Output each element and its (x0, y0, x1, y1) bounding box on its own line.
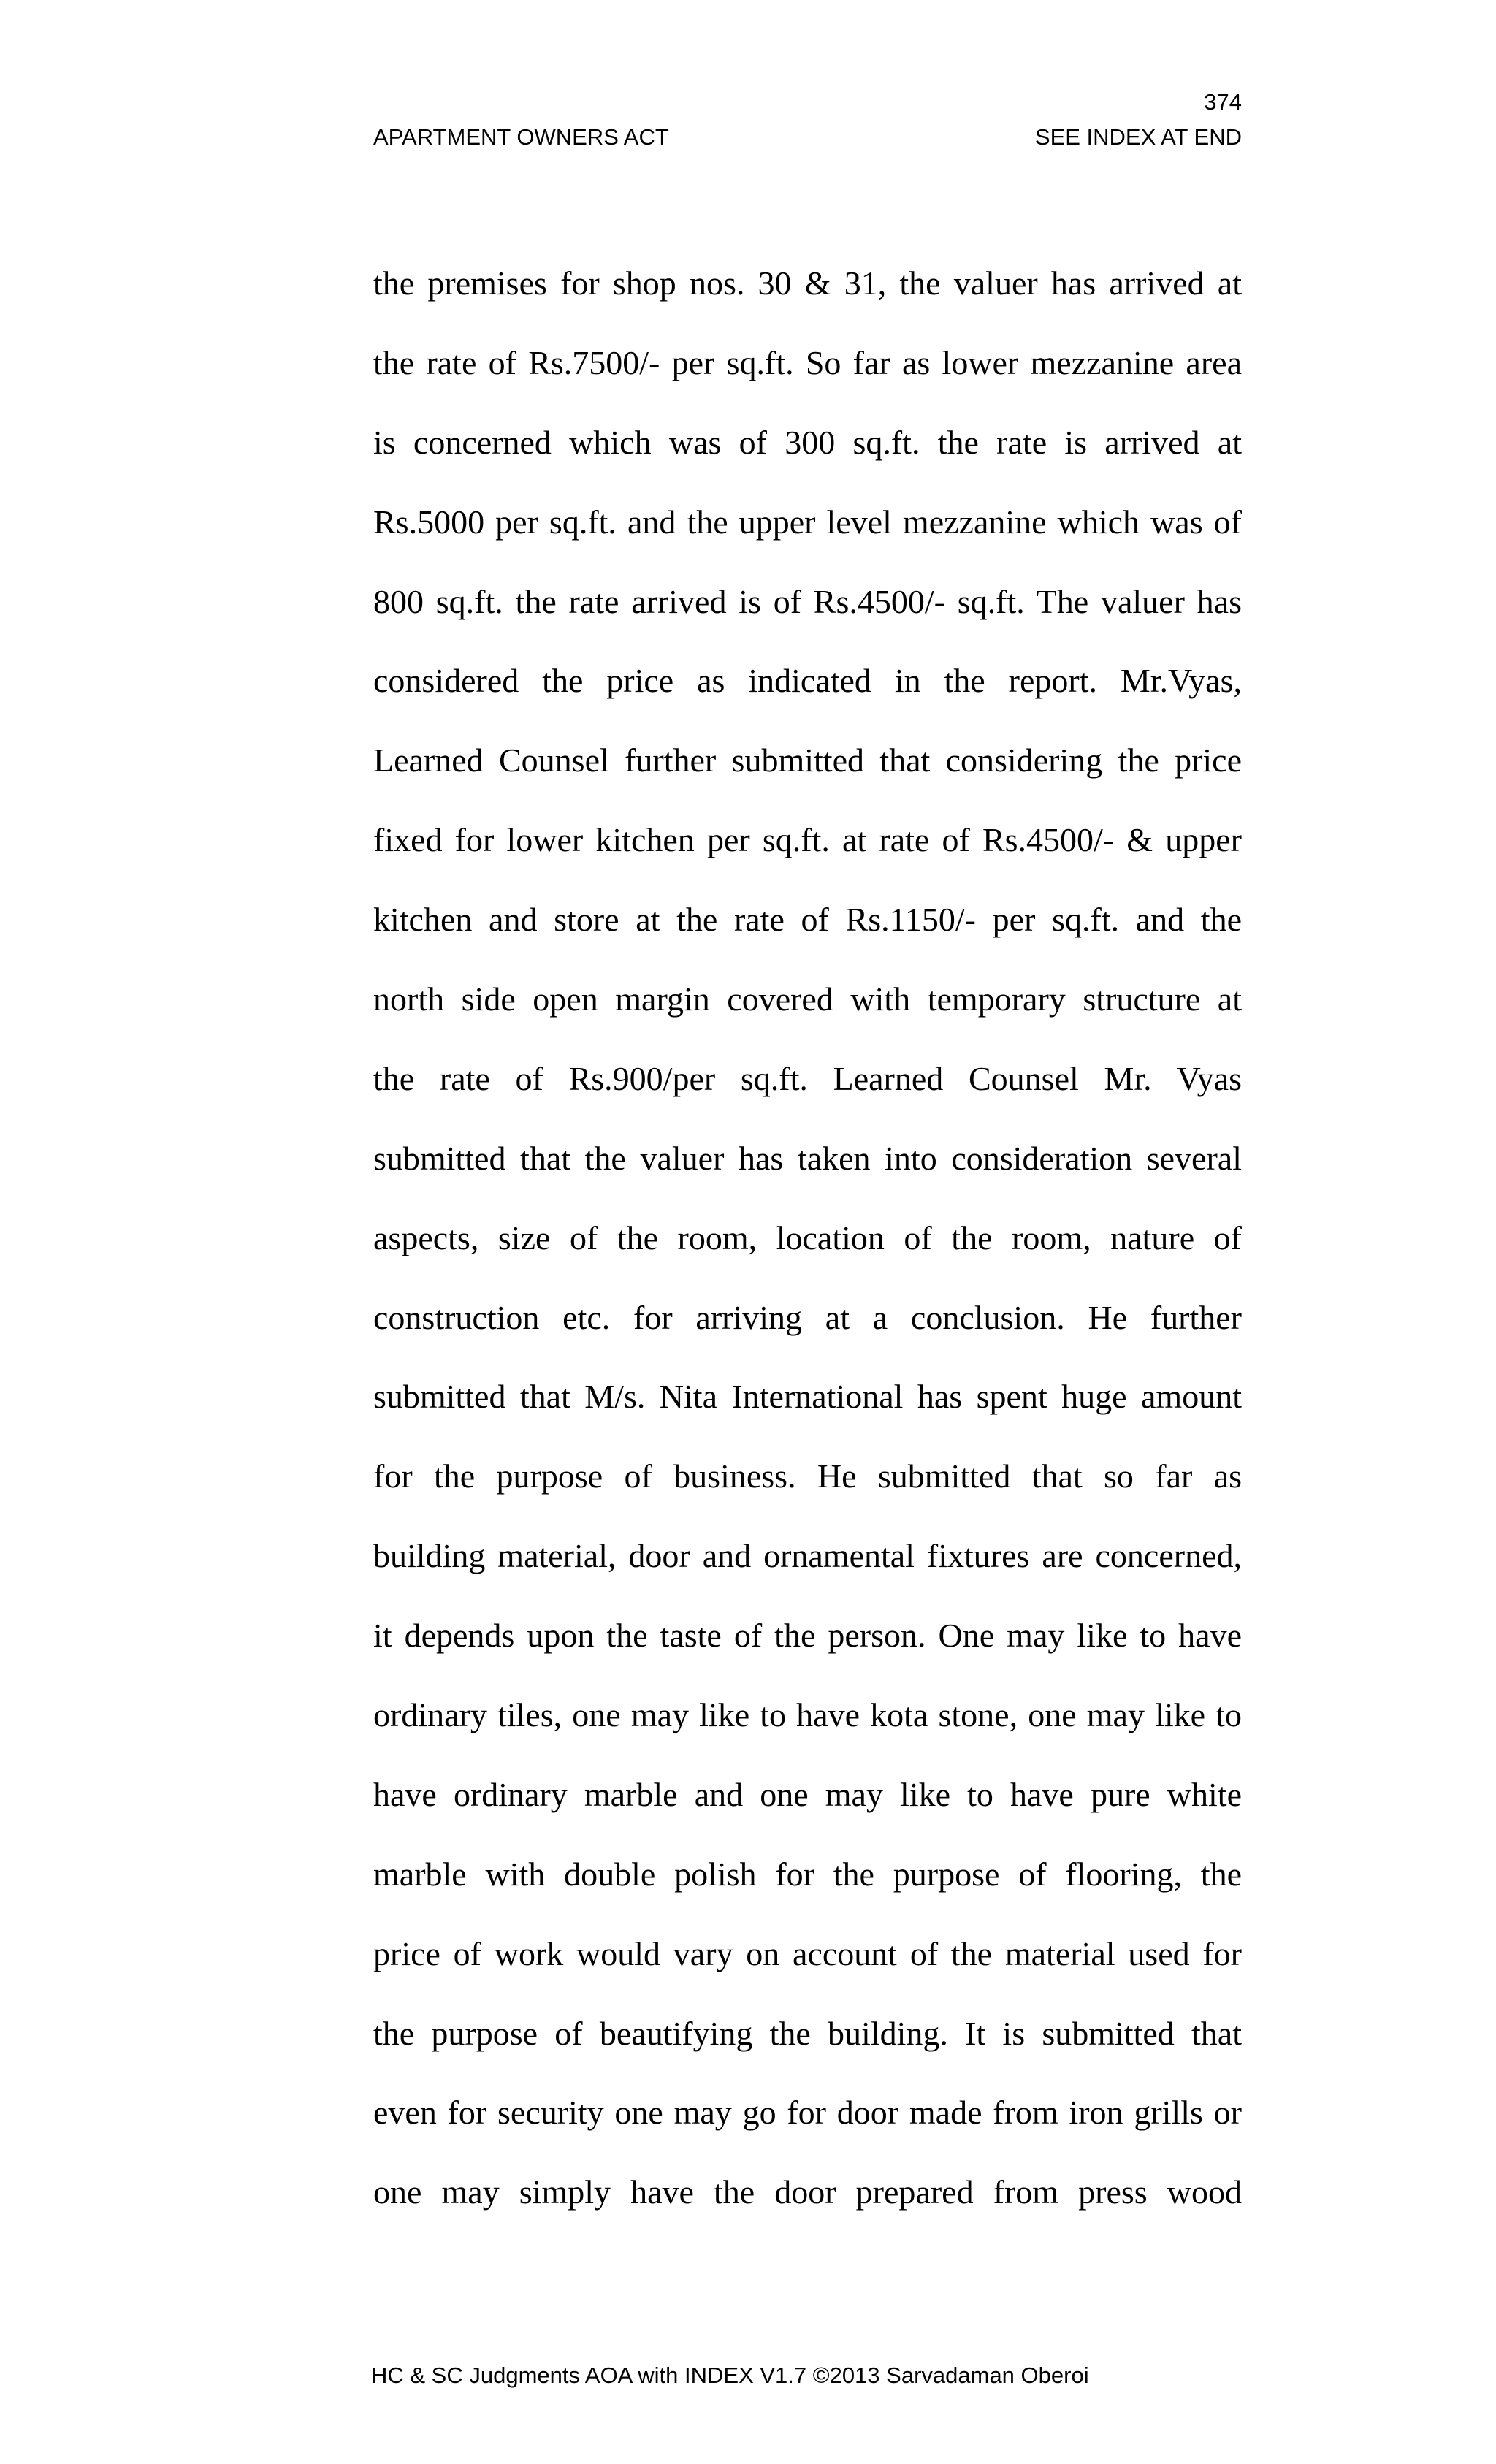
body-line: north side open margin covered with temporary structure at (373, 980, 1242, 1018)
body-line: the rate of Rs.900/per sq.ft. Learned Counsel Mr. Vyas (373, 1059, 1242, 1097)
body-line: price of work would vary on account of the material used for (373, 1934, 1242, 1972)
body-line: have ordinary marble and one may like to have pure white (373, 1775, 1242, 1813)
body-line: marble with double polish for the purpose of flooring, the (373, 1855, 1242, 1893)
page-number: 374 (1204, 89, 1242, 115)
body-line: even for security one may go for door made from iron grills or (373, 2094, 1242, 2132)
body-line: one may simply have the door prepared from press wood (373, 2173, 1242, 2211)
body-line: for the purpose of business. He submitted that so far as (373, 1457, 1242, 1495)
body-line: building material, door and ornamental fixtures are concerned, (373, 1537, 1242, 1575)
body-line: the premises for shop nos. 30 & 31, the valuer has arrived at (373, 264, 1242, 302)
running-header-title: APARTMENT OWNERS ACT (373, 124, 669, 150)
body-line: considered the price as indicated in the report. Mr.Vyas, (373, 662, 1242, 700)
body-line: submitted that the valuer has taken into consideration several (373, 1139, 1242, 1177)
body-line: submitted that M/s. Nita International has spent huge amount (373, 1378, 1242, 1416)
body-line: ordinary tiles, one may like to have kota stone, one may like to (373, 1696, 1242, 1734)
running-header-index-note: SEE INDEX AT END (1034, 124, 1242, 150)
footer-copyright: HC & SC Judgments AOA with INDEX V1.7 ©2013 Sarvadaman Oberoi (371, 2362, 1089, 2388)
body-line: 800 sq.ft. the rate arrived is of Rs.4500/- sq.ft. The valuer has (373, 582, 1242, 620)
body-line: Rs.5000 per sq.ft. and the upper level mezzanine which was of (373, 503, 1242, 541)
body-line: the purpose of beautifying the building. It is submitted that (373, 2014, 1242, 2052)
body-line: Learned Counsel further submitted that considering the price (373, 741, 1242, 779)
body-line: kitchen and store at the rate of Rs.1150/- per sq.ft. and the (373, 901, 1242, 939)
body-line: construction etc. for arriving at a conclusion. He further (373, 1298, 1242, 1336)
body-line: it depends upon the taste of the person. One may like to have (373, 1617, 1242, 1655)
body-line: aspects, size of the room, location of the room, nature of (373, 1218, 1242, 1256)
body-line: is concerned which was of 300 sq.ft. the rate is arrived at (373, 423, 1242, 461)
body-line: fixed for lower kitchen per sq.ft. at rate of Rs.4500/- & upper (373, 821, 1242, 859)
body-paragraph (373, 259, 1242, 2248)
body-line: the rate of Rs.7500/- per sq.ft. So far as lower mezzanine area (373, 343, 1242, 381)
